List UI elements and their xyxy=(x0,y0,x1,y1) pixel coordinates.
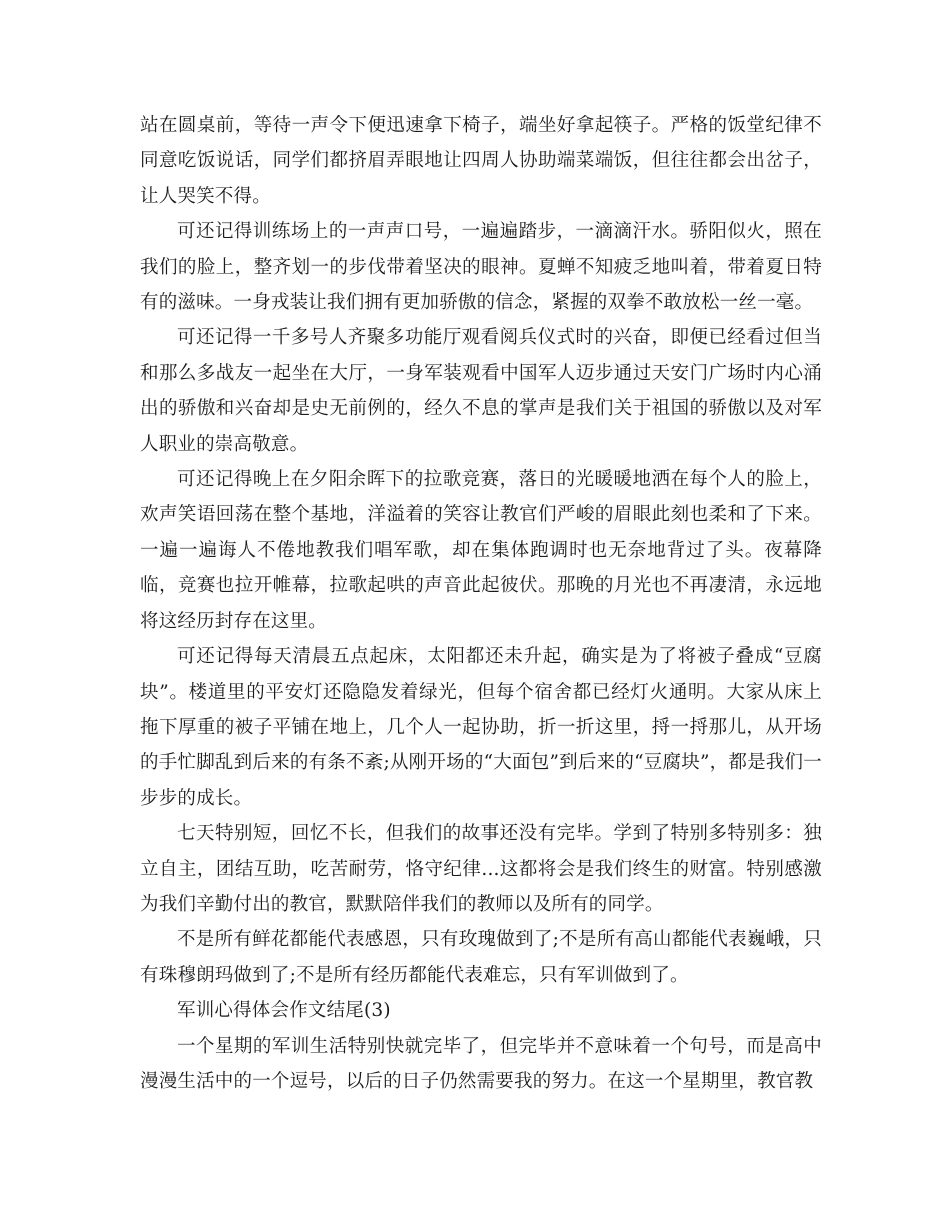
paragraph-4: 可还记得晚上在夕阳余晖下的拉歌竞赛，落日的光暖暖地洒在每个人的脸上，欢声笑语回荡在整个基地，洋溢着的笑容让教官们严峻的眉眼此刻也柔和了下来。一遍一遍诲人不倦地教我们唱军歌，却在集体跑调时也无奈地背过了头。夜幕降临，竞赛也拉开帷幕，拉歌起哄的声音此起彼伏。那晚的月光也不再凄清，永远地将这经历封存在这里。 xyxy=(140,469,822,632)
paragraph-6: 七天特别短，回忆不长，但我们的故事还没有完毕。学到了特别多特别多：独立自主，团结互助，吃苦耐劳，恪守纪律...这都将会是我们终生的财富。特别感激为我们辛勤付出的教官，默默陪伴我们的教师以及所有的同学。 xyxy=(140,823,822,915)
paragraph-5: 可还记得每天清晨五点起床，太阳都还未升起，确实是为了将被子叠成“豆腐块”。楼道里的平安灯还隐隐发着绿光，但每个宿舍都已经灯火通明。大家从床上拖下厚重的被子平铺在地上，几个人一起协助，折一折这里，捋一捋那儿，从开场的手忙脚乱到后来的有条不紊;从刚开场的“大面包”到后来的“豆腐块”，都是我们一步步的成长。 xyxy=(140,646,822,809)
paragraph-1: 站在圆桌前，等待一声令下便迅速拿下椅子，端坐好拿起筷子。严格的饭堂纪律不同意吃饭说话，同学们都挤眉弄眼地让四周人协助端菜端饭，但往往都会出岔子，让人哭笑不得。 xyxy=(140,115,822,207)
paragraph-8: 一个星期的军训生活特别快就完毕了，但完毕并不意味着一个句号，而是高中漫漫生活中的一个逗号，以后的日子仍然需要我的努力。在这一个星期里，教官教 xyxy=(140,1035,822,1092)
document-body xyxy=(140,108,822,1099)
paragraph-3: 可还记得一千多号人齐聚多功能厅观看阅兵仪式时的兴奋，即便已经看过但当和那么多战友一起坐在大厅，一身军装观看中国军人迈步通过天安门广场时内心涌出的骄傲和兴奋却是史无前例的，经久不息的掌声是我们关于祖国的骄傲以及对军人职业的崇高敬意。 xyxy=(140,327,822,455)
paragraph-2: 可还记得训练场上的一声声口号，一遍遍踏步，一滴滴汗水。骄阳似火，照在我们的脸上，整齐划一的步伐带着坚决的眼神。夏蝉不知疲乏地叫着，带着夏日特有的滋味。一身戎装让我们拥有更加骄傲的信念，紧握的双拳不敢放松一丝一毫。 xyxy=(140,221,822,314)
paragraph-7: 不是所有鲜花都能代表感恩，只有玫瑰做到了;不是所有高山都能代表巍峨，只有珠穆朗玛做到了;不是所有经历都能代表难忘，只有军训做到了。 xyxy=(140,929,822,986)
section-heading: 军训心得体会作文结尾(3) xyxy=(177,1000,391,1022)
